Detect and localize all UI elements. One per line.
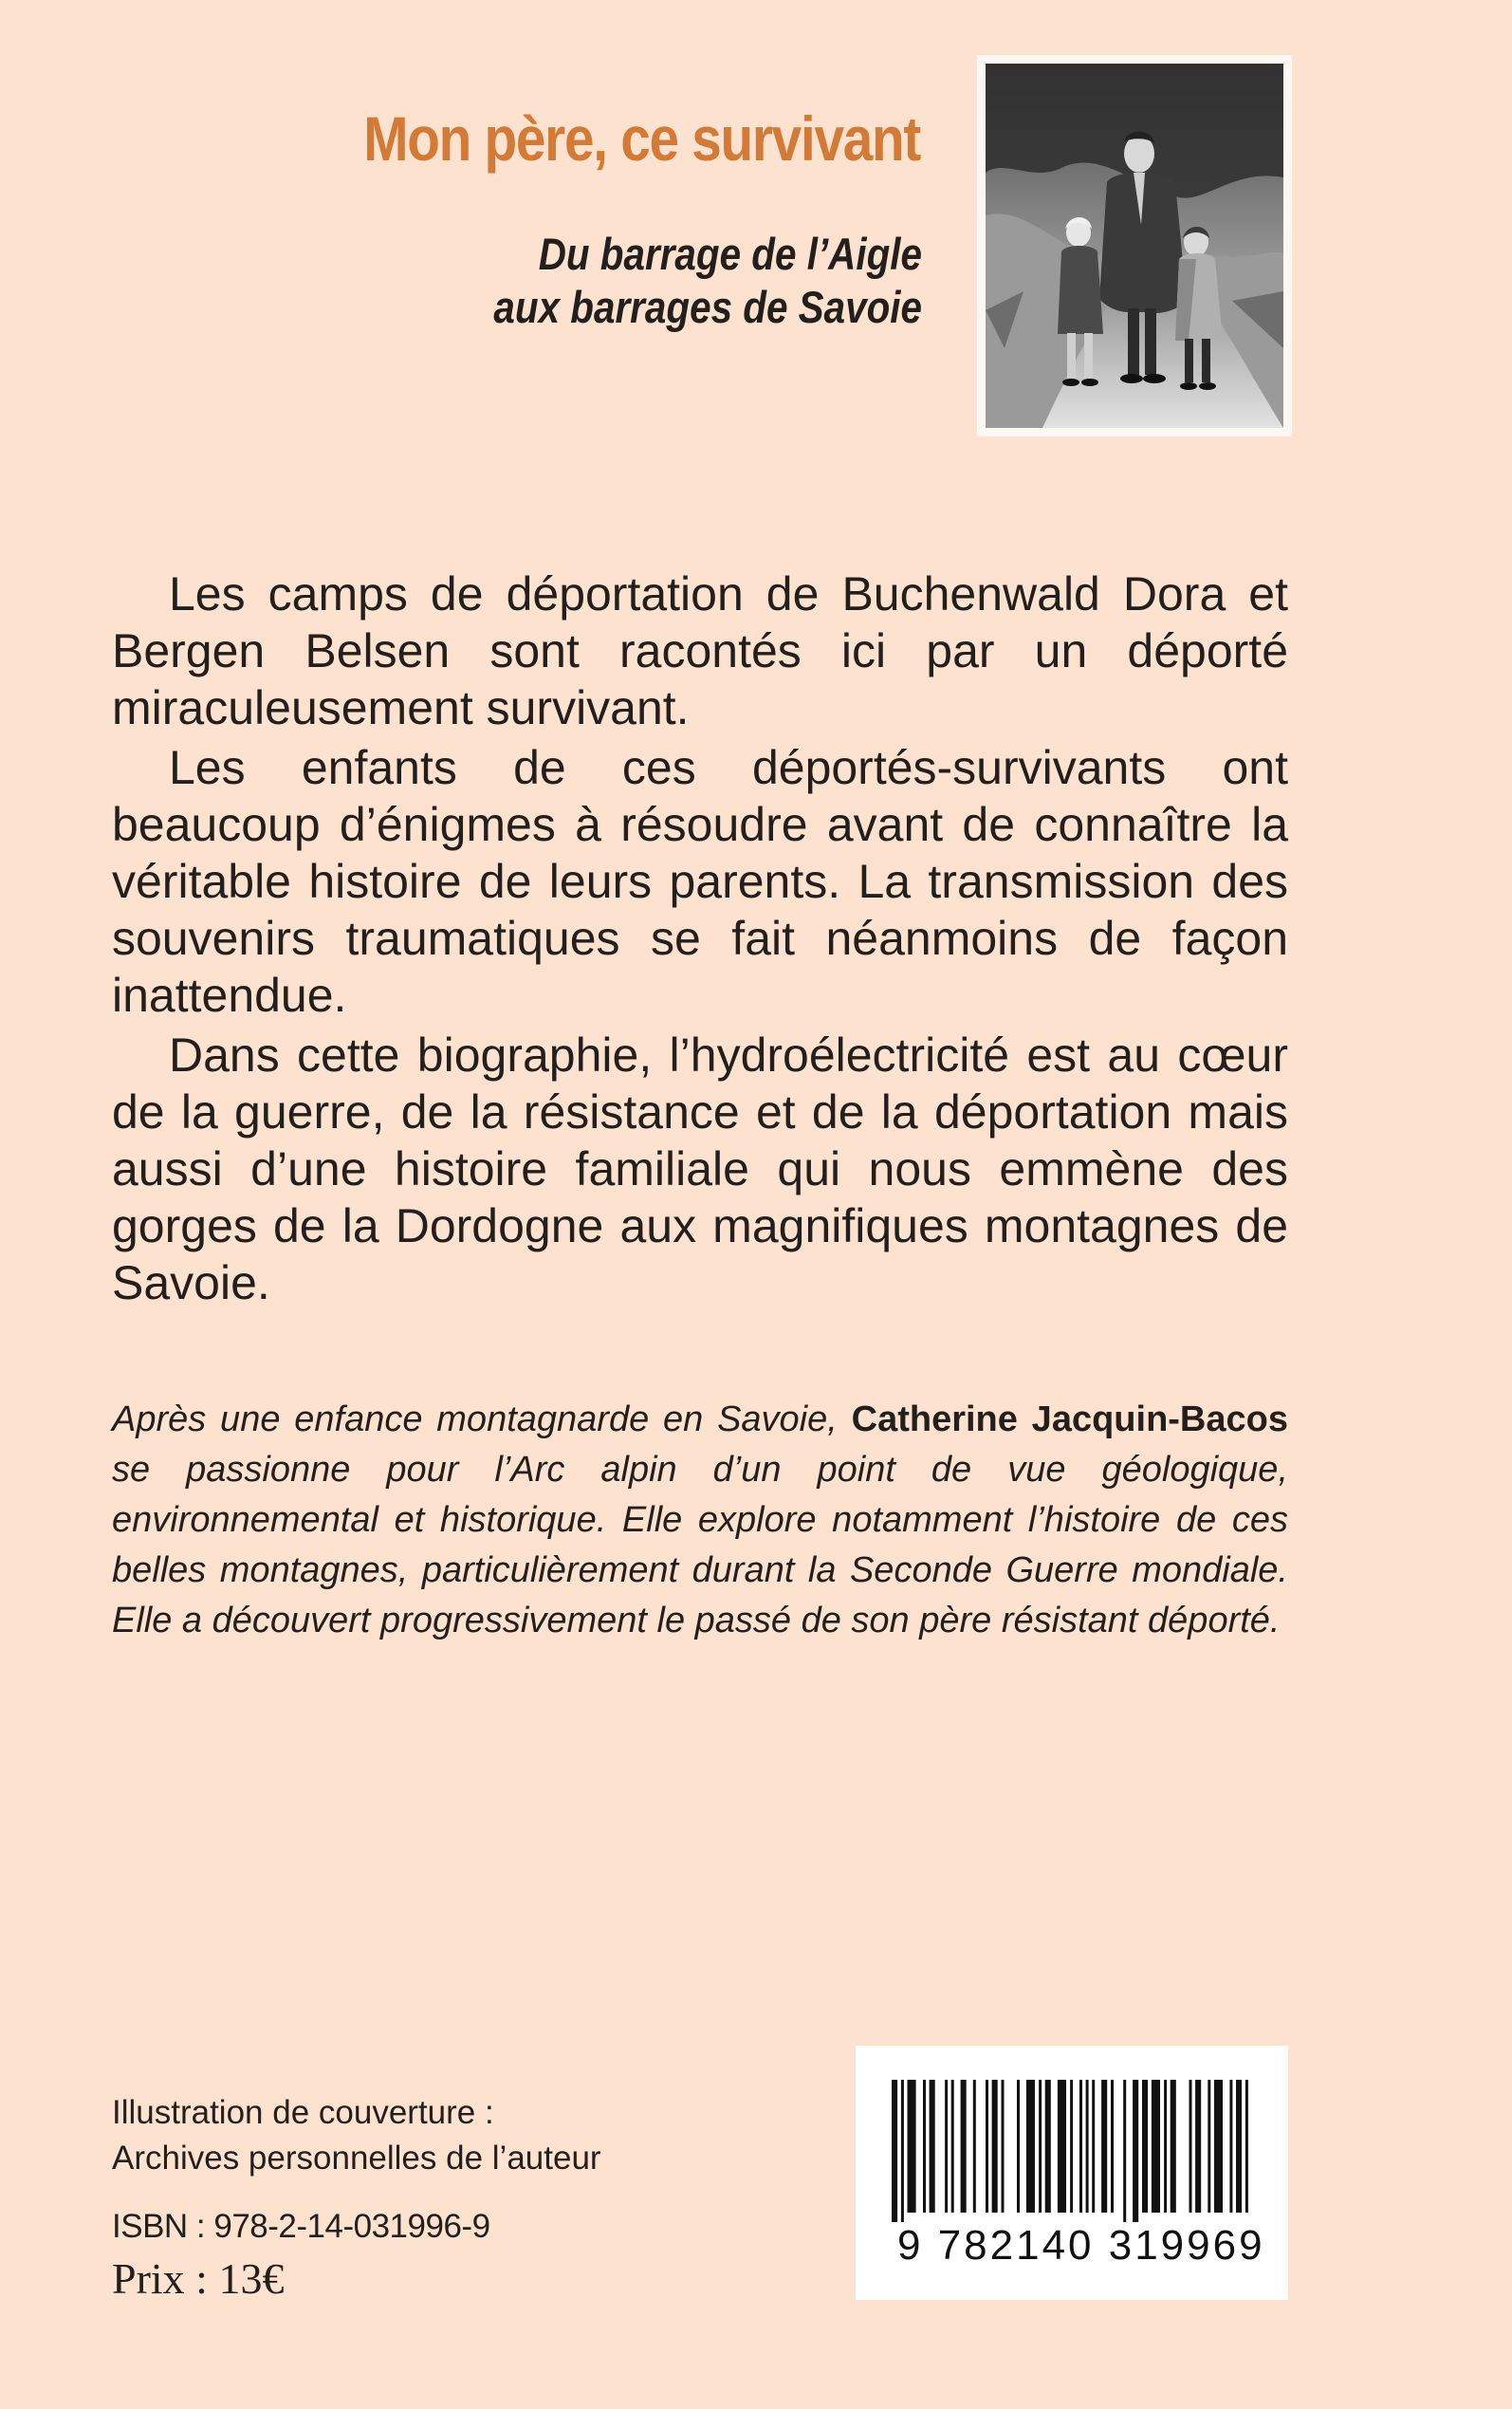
barcode-icon [892,2080,1252,2222]
barcode-bar [930,2080,935,2213]
barcode-bar [1058,2080,1066,2213]
barcode-bar [1101,2080,1107,2213]
barcode-bar [1079,2080,1082,2213]
barcode-bar [1245,2080,1248,2213]
barcode-bar [1214,2080,1223,2213]
barcode-bar [908,2080,916,2213]
barcode-bar [923,2080,926,2213]
subtitle-line-1: Du barrage de l’Aigle [538,229,922,279]
barcode-box [856,2046,1288,2300]
book-subtitle [317,228,922,334]
barcode-bar [1133,2080,1138,2222]
barcode-bar [1002,2080,1005,2213]
price: Prix : 13€ [112,2254,285,2303]
barcode-bar [961,2080,967,2213]
subtitle-line-2: aux barrages de Savoie [493,282,922,332]
barcode-bar [986,2080,988,2213]
illustration-credits [112,2090,601,2181]
illustration-source: Archives personnelles de l’auteur [112,2140,601,2177]
barcode-bar [992,2080,998,2213]
author-bio-text: se passionne pour l’Arc alpin d’un point de vue géologique, environnemental et historique. Elle explore notamment l’histoire de ces belles montagnes, particulièrement durant la Seconde Guerre mondiale. Elle a découvert progressivement le passé de son père résistant déporté. [112,1450,1288,1640]
barcode-bar [945,2080,948,2213]
illustration-label: Illustration de couverture : [112,2094,494,2131]
barcode-bar [973,2080,976,2213]
barcode-bar [1039,2080,1042,2213]
barcode-bar [1070,2080,1073,2213]
barcode-bar [951,2080,954,2213]
barcode-digits: 9 782140 319969 [897,2222,1265,2269]
barcode-bar [1017,2080,1020,2213]
barcode-bar [1229,2080,1232,2213]
barcode-bar [1026,2080,1035,2213]
isbn: ISBN : 978-2-14-031996-9 [112,2208,490,2245]
barcode-bar [892,2080,897,2222]
barcode-bar [1164,2080,1167,2213]
book-title: Mon père, ce survivant [363,103,920,174]
book-summary [112,565,1288,1314]
author-bio-intro: Après une enfance montagnarde en Savoie, [112,1399,852,1439]
barcode-bar [1208,2080,1210,2213]
barcode-bar [1092,2080,1095,2213]
barcode-bar [901,2080,904,2222]
barcode-bar [1189,2080,1192,2213]
summary-paragraph-2: Les enfants de ces déportés-survivants ont beaucoup d’énigmes à résoudre avant de connaître la véritable histoire de leurs parents. La transmission des souvenirs traumatiques se fait néanmoins de façon inattendue. [112,741,1288,1022]
summary-paragraph-3: Dans cette biographie, l’hydroélectricité est au cœur de la guerre, de la résistance et de la déportation mais aussi d’une histoire familiale qui nous emmène des gorges de la Dordogne aux magnifiques montagnes de Savoie. [112,1028,1288,1309]
author-name: Catherine Jacquin-Bacos [851,1399,1288,1439]
barcode-bar [1111,2080,1114,2213]
author-bio [112,1395,1288,1646]
cover-photo-frame [977,55,1292,436]
barcode-bar [1045,2080,1051,2213]
barcode-bar [1152,2080,1160,2213]
barcode-bar [1171,2080,1176,2213]
family-photo-icon [986,64,1283,428]
summary-paragraph-1: Les camps de déportation de Buchenwald Dora et Bergen Belsen sont racontés ici par un déporté miraculeusement survivant. [112,567,1288,734]
barcode-bar [1142,2080,1148,2213]
barcode-bar [1195,2080,1201,2213]
barcode-bar [1123,2080,1126,2222]
barcode-bar [1236,2080,1242,2213]
barcode-bar [1086,2080,1089,2213]
